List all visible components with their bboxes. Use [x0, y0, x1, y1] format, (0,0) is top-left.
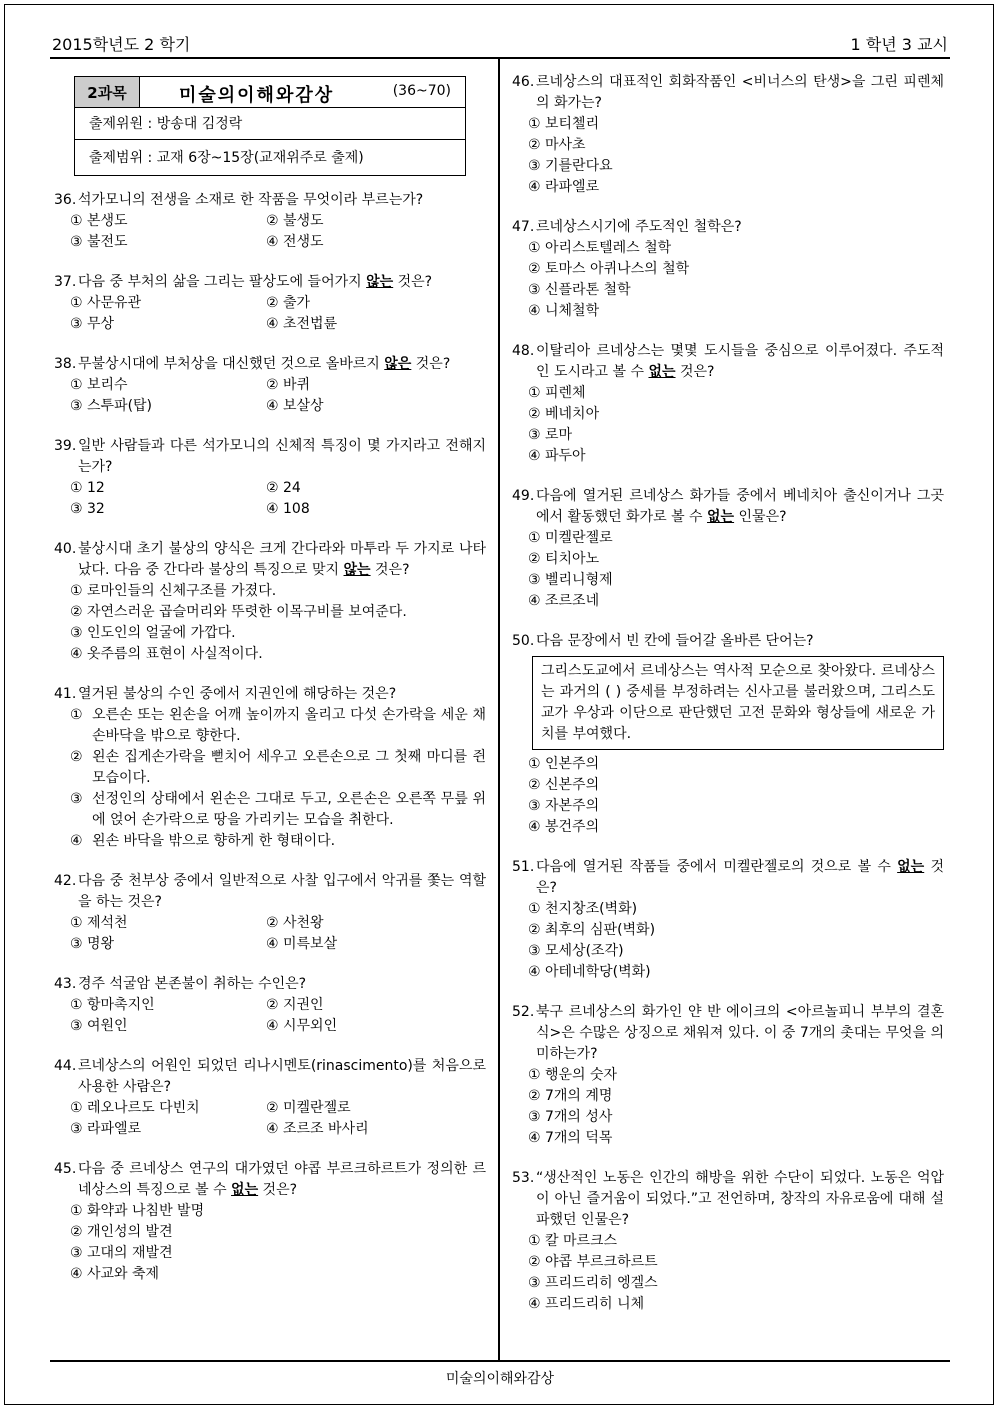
question-text	[536, 631, 944, 652]
question-stem	[512, 486, 944, 528]
answer-option: ② 야콥 부르크하르트	[528, 1254, 658, 1270]
question-number: 42.	[54, 873, 77, 889]
question-number: 53.	[512, 1170, 535, 1186]
question-stem	[512, 1168, 944, 1231]
exam-authors: 출제위원 : 방송대 김정락	[89, 116, 243, 132]
question-text-pre: 석가모니의 전생을 소재로 한 작품을 무엇이라 부르는가?	[78, 192, 424, 208]
answer-option: ① 화약과 나침반 발명	[70, 1203, 205, 1219]
answer-option: ④ 전생도	[266, 234, 324, 250]
answer-option: ① 미켈란젤로	[528, 530, 613, 546]
answer-option: ② 사천왕	[266, 915, 324, 931]
question-number: 52.	[512, 1004, 535, 1020]
answer-option: ④ 7개의 덕목	[528, 1130, 613, 1146]
question-text	[78, 354, 486, 375]
emphasized-word: 없는	[648, 364, 676, 380]
emphasized-word: 않는	[343, 562, 371, 578]
question-stem	[54, 539, 486, 581]
question-stem	[512, 631, 944, 652]
option-text: 왼손 바닥을 밖으로 향하게 한 형태이다.	[92, 833, 336, 849]
answer-option: ① 사문유관	[70, 295, 142, 311]
question-text-pre: 불상시대 초기 불상의 양식은 크게 간다라와 마투라 두 가지로 나타났다. 다음 중 간다라 불상의 특징으로 맞지	[78, 541, 486, 578]
answer-option: ③ 스투파(탑)	[70, 398, 153, 414]
question	[54, 539, 486, 665]
answer-option: ② 24	[266, 480, 301, 496]
answer-option: ② 7개의 계명	[528, 1088, 613, 1104]
question-text	[78, 539, 486, 581]
emphasized-word: 없는	[707, 509, 735, 525]
option-marker: ④	[70, 833, 83, 849]
question-stem	[54, 1056, 486, 1098]
answer-options	[512, 899, 944, 983]
header-rule	[50, 57, 950, 59]
answer-option: ② 자연스러운 곱슬머리와 뚜렷한 이목구비를 보여준다.	[70, 604, 407, 620]
answer-option: ③ 고대의 재발견	[70, 1245, 173, 1261]
answer-option: ③ 프리드리히 엥겔스	[528, 1275, 658, 1291]
emphasized-word: 없는	[897, 859, 925, 875]
answer-options	[54, 478, 486, 520]
question-text	[536, 486, 944, 528]
answer-option: ④ 초전법륜	[266, 316, 338, 332]
answer-option: ③ 명왕	[70, 936, 115, 952]
question-stem	[54, 974, 486, 995]
answer-option: ① 항마촉지인	[70, 997, 155, 1013]
answer-options	[512, 114, 944, 198]
answer-options	[54, 581, 486, 665]
answer-options	[54, 1098, 486, 1140]
question-number: 44.	[54, 1058, 77, 1074]
question	[512, 341, 944, 467]
answer-option: ② 티치아노	[528, 551, 600, 567]
question-stem	[54, 436, 486, 478]
question	[512, 217, 944, 322]
question-stem	[512, 341, 944, 383]
answer-options	[54, 293, 486, 335]
answer-option: ④ 니체철학	[528, 303, 600, 319]
question	[54, 190, 486, 253]
answer-option: ③ 불전도	[70, 234, 128, 250]
question-text-pre: 경주 석굴암 본존불이 취하는 수인은?	[78, 976, 307, 992]
question	[54, 871, 486, 955]
question	[54, 684, 486, 852]
answer-option	[70, 747, 486, 789]
option-text: 왼손 집게손가락을 뻗치어 세우고 오른손으로 그 첫째 마디를 쥔 모습이다.	[92, 749, 486, 786]
question-stem	[54, 354, 486, 375]
question-text-pre: 르네상스의 대표적인 회화작품인 <비너스의 탄생>을 그린 피렌체의 화가는?	[536, 74, 944, 111]
answer-options	[512, 1231, 944, 1315]
question	[512, 857, 944, 983]
question-text-post: 것은?	[411, 356, 451, 372]
answer-option: ② 바퀴	[266, 377, 311, 393]
question-number: 47.	[512, 219, 535, 235]
answer-options	[54, 375, 486, 417]
answer-option: ③ 자본주의	[528, 798, 600, 814]
answer-option: ① 레오나르도 다빈치	[70, 1100, 200, 1116]
question-stem	[512, 217, 944, 238]
question-text-pre: 다음에 열거된 르네상스 화가들 중에서 베네치아 출신이거나 그곳에서 활동했던 화가로 볼 수	[536, 488, 944, 525]
answer-options	[512, 1065, 944, 1149]
question-stem	[54, 684, 486, 705]
question-text-pre: 북구 르네상스의 화가인 얀 반 에이크의 <아르놀피니 부부의 결혼식>은 수많은 상징으로 채워져 있다. 이 중 7개의 촛대는 무엇을 의미하는가?	[536, 1004, 944, 1062]
question-number: 37.	[54, 274, 77, 290]
answer-option	[70, 705, 486, 747]
question-number: 41.	[54, 686, 77, 702]
answer-options	[54, 1201, 486, 1285]
question-text-pre: 이탈리아 르네상스는 몇몇 도시들을 중심으로 이루어졌다. 주도적인 도시라고 볼 수	[536, 343, 944, 380]
question-stem	[54, 1159, 486, 1201]
answer-option: ④ 108	[266, 501, 310, 517]
question	[512, 631, 944, 838]
answer-option: ① 행운의 숫자	[528, 1067, 618, 1083]
header-semester: 2015학년도 2 학기	[52, 35, 191, 54]
answer-option: ③ 벨리니형제	[528, 572, 613, 588]
footer-subject: 미술의이해와감상	[445, 1371, 555, 1387]
header-period: 1 학년 3 교시	[850, 35, 948, 54]
answer-option: ② 토마스 아퀴나스의 철학	[528, 261, 690, 277]
answer-option: ③ 여원인	[70, 1018, 128, 1034]
question-stem	[54, 272, 486, 293]
question-text-post: 것은?	[370, 562, 410, 578]
question-stem	[54, 190, 486, 211]
option-text: 선정인의 상태에서 왼손은 그대로 두고, 오른손은 오른쪽 무릎 위에 얹어 손가락으로 땅을 가리키는 모습을 취한다.	[92, 791, 486, 828]
answer-option: ① 보리수	[70, 377, 128, 393]
option-marker: ①	[70, 707, 83, 723]
question	[512, 72, 944, 198]
question-text	[536, 72, 944, 114]
question-text	[536, 857, 944, 899]
option-text: 오른손 또는 왼손을 어깨 높이까지 올리고 다섯 손가락을 세운 채 손바닥을 밖으로 향한다.	[92, 707, 486, 744]
answer-options	[512, 528, 944, 612]
footer-rule	[50, 1360, 950, 1362]
answer-options	[54, 705, 486, 852]
answer-option: ③ 인도인의 얼굴에 가깝다.	[70, 625, 236, 641]
answer-option: ④ 시무외인	[266, 1018, 338, 1034]
answer-option: ④ 사교와 축제	[70, 1266, 160, 1282]
question-text-post: 것은?	[258, 1182, 298, 1198]
question	[54, 354, 486, 417]
question-number: 48.	[512, 343, 535, 359]
question-text-pre: 르네상스시기에 주도적인 철학은?	[536, 219, 742, 235]
answer-option	[70, 789, 486, 831]
option-marker: ③	[70, 791, 83, 807]
answer-option: ② 신본주의	[528, 777, 600, 793]
question-text	[78, 1056, 486, 1098]
answer-option: ③ 7개의 성사	[528, 1109, 613, 1125]
question-stem	[512, 72, 944, 114]
question	[54, 1056, 486, 1140]
question-number: 38.	[54, 356, 77, 372]
question-range: (36~70)	[392, 83, 451, 99]
answer-option: ① 보티첼리	[528, 116, 600, 132]
question-text-pre: “생산적인 노동은 인간의 해방을 위한 수단이 되었다. 노동은 억압이 아닌 즐거움이 되었다.”고 전언하며, 창작의 자유로움에 대해 설파했던 인물은?	[536, 1170, 944, 1228]
emphasized-word: 않는	[366, 274, 394, 290]
answer-option: ④ 조르조 바사리	[266, 1121, 369, 1137]
column-divider	[498, 58, 500, 1360]
subject-name: 미술의이해와감상	[179, 85, 335, 106]
answer-option: ③ 로마	[528, 427, 573, 443]
answer-options	[54, 913, 486, 955]
answer-option: ④ 조르조네	[528, 593, 600, 609]
answer-option: ② 마사초	[528, 137, 586, 153]
question-text	[536, 1002, 944, 1065]
answer-option: ① 12	[70, 480, 105, 496]
question	[512, 1002, 944, 1149]
question-text	[536, 1168, 944, 1231]
answer-option: ③ 무상	[70, 316, 115, 332]
question-text	[78, 974, 486, 995]
question-text	[78, 190, 486, 211]
exam-scope: 출제범위 : 교재 6장~15장(교재위주로 출제)	[89, 150, 364, 166]
question-text-pre: 다음에 열거된 작품들 중에서 미켈란젤로의 것으로 볼 수	[536, 859, 898, 875]
question-stem	[54, 871, 486, 913]
question-text-post: 인물은?	[734, 509, 787, 525]
question-number: 46.	[512, 74, 535, 90]
question-stem	[512, 857, 944, 899]
answer-option: ④ 라파엘로	[528, 179, 600, 195]
question-number: 51.	[512, 859, 535, 875]
question-number: 43.	[54, 976, 77, 992]
question-text-pre: 다음 중 부처의 삶을 그리는 팔상도에 들어가지	[78, 274, 367, 290]
question	[54, 1159, 486, 1285]
answer-option: ② 베네치아	[528, 406, 600, 422]
question-number: 40.	[54, 541, 77, 557]
question-text-pre: 르네상스의 어원인 되었던 리나시멘토(rinascimento)를 처음으로 사용한 사람은?	[78, 1058, 486, 1095]
emphasized-word: 않은	[384, 356, 412, 372]
answer-option: ③ 32	[70, 501, 105, 517]
answer-option: ② 미켈란젤로	[266, 1100, 351, 1116]
answer-option: ② 개인성의 발견	[70, 1224, 173, 1240]
question-text	[536, 341, 944, 383]
answer-option: ④ 프리드리히 니체	[528, 1296, 645, 1312]
answer-option: ③ 모세상(조각)	[528, 943, 624, 959]
answer-option: ④ 아테네학당(벽화)	[528, 964, 651, 980]
question-text-pre: 다음 중 르네상스 연구의 대가였던 야콥 부르크하르트가 정의한 르네상스의 특징으로 볼 수	[78, 1161, 486, 1198]
answer-option: ① 본생도	[70, 213, 128, 229]
answer-option: ② 출가	[266, 295, 311, 311]
question	[54, 436, 486, 520]
answer-options	[54, 211, 486, 253]
answer-option	[70, 831, 486, 852]
answer-option: ① 피렌체	[528, 385, 586, 401]
answer-option: ④ 봉건주의	[528, 819, 600, 835]
right-column	[512, 72, 944, 1334]
answer-option: ① 칼 마르크스	[528, 1233, 618, 1249]
question-number: 36.	[54, 192, 77, 208]
subject-box	[74, 76, 466, 176]
question	[512, 486, 944, 612]
answer-option: ④ 보살상	[266, 398, 324, 414]
question-stem	[512, 1002, 944, 1065]
question-text	[536, 217, 944, 238]
answer-option: ③ 신플라톤 철학	[528, 282, 631, 298]
question-text	[78, 272, 486, 293]
question-text	[78, 684, 486, 705]
answer-option: ② 불생도	[266, 213, 324, 229]
question-text	[78, 436, 486, 478]
answer-options	[54, 995, 486, 1037]
answer-option: ③ 라파엘로	[70, 1121, 142, 1137]
subject-tag: 2과목	[75, 77, 140, 107]
answer-option: ④ 파두아	[528, 448, 586, 464]
question-text-pre: 다음 문장에서 빈 칸에 들어갈 올바른 단어는?	[536, 633, 814, 649]
question-text-post: 것은?	[393, 274, 433, 290]
answer-option: ④ 옷주름의 표현이 사실적이다.	[70, 646, 263, 662]
question	[54, 974, 486, 1037]
question	[54, 272, 486, 335]
question-text-pre: 열거된 불상의 수인 중에서 지권인에 해당하는 것은?	[78, 686, 397, 702]
answer-option: ③ 기를란다요	[528, 158, 613, 174]
answer-options	[512, 383, 944, 467]
question-text-pre: 다음 중 천부상 중에서 일반적으로 사찰 입구에서 악귀를 쫓는 역할을 하는 것은?	[78, 873, 486, 910]
question-text-post: 것은?	[536, 859, 944, 896]
question-number: 45.	[54, 1161, 77, 1177]
question-text	[78, 871, 486, 913]
question-number: 50.	[512, 633, 535, 649]
question-text-post: 것은?	[675, 364, 715, 380]
answer-options	[512, 754, 944, 838]
answer-options	[512, 238, 944, 322]
answer-option: ① 천지창조(벽화)	[528, 901, 638, 917]
question-number: 49.	[512, 488, 535, 504]
answer-option: ② 최후의 심판(벽화)	[528, 922, 656, 938]
question-text	[78, 1159, 486, 1201]
answer-option: ① 아리스토텔레스 철학	[528, 240, 672, 256]
answer-option: ① 인본주의	[528, 756, 600, 772]
left-column	[54, 190, 486, 1304]
question-text-pre: 무불상시대에 부처상을 대신했던 것으로 올바르지	[78, 356, 385, 372]
answer-option: ① 제석천	[70, 915, 128, 931]
answer-option: ④ 미륵보살	[266, 936, 338, 952]
question-text-pre: 일반 사람들과 다른 석가모니의 신체적 특징이 몇 가지라고 전해지는가?	[78, 438, 486, 475]
option-marker: ②	[70, 749, 83, 765]
answer-option: ① 로마인들의 신체구조를 가졌다.	[70, 583, 277, 599]
emphasized-word: 없는	[231, 1182, 259, 1198]
question-number: 39.	[54, 438, 77, 454]
answer-option: ② 지권인	[266, 997, 324, 1013]
passage-box: 그리스도교에서 르네상스는 역사적 모순으로 찾아왔다. 르네상스는 과거의 ( ) 중세를 부정하려는 신사고를 불러왔으며, 그리스도교가 우상과 이단으로 판단했던 고전 문화와 형상들에 새로운 가치를 부여했다.	[532, 656, 944, 750]
question	[512, 1168, 944, 1315]
